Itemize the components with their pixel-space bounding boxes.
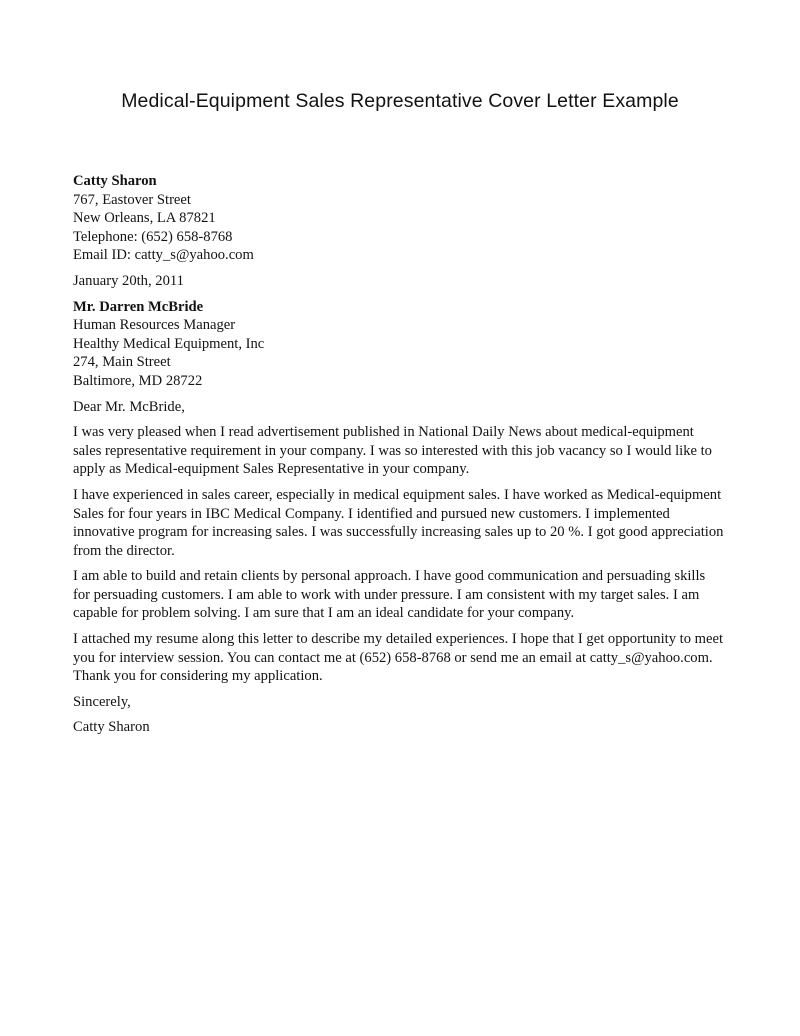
recipient-street: 274, Main Street [73,354,171,371]
letter-date: January 20th, 2011 [73,272,184,289]
sender-address-block [73,172,724,265]
recipient-job-title: Human Resources Manager [73,317,236,334]
recipient-city-state: Baltimore, MD 28722 [73,372,203,389]
recipient-company: Healthy Medical Equipment, Inc [73,335,265,352]
salutation-block [73,398,724,417]
recipient-name: Mr. Darren McBride [73,298,204,315]
salutation: Dear Mr. McBride, [73,398,185,415]
signature-name: Catty Sharon [73,719,150,736]
sender-name: Catty Sharon [73,173,157,189]
spacer-after-sender [73,265,724,272]
sender-street: 767, Eastover Street [73,191,191,208]
body-paragraph-2: I have experienced in sales career, especially in medical equipment sales. I have worked as Medical-equipment Sales for four years in IBC Medical Company. I identified and pursued new customers. I implemented innovative program for increasing sales. I was successfully increasing sales up to 20 %. I got good appreciation from the director. [73,486,724,559]
spacer-after-salutation [73,416,724,423]
sender-email: Email ID: catty_s@yahoo.com [73,247,254,264]
closing-block [73,693,724,712]
spacer-after-date [73,291,724,298]
body-paragraph-1: I was very pleased when I read advertisement published in National Daily News about medical-equipment sales representative requirement in your company. I was so interested with this job vacancy so I would like to apply as Medical-equipment Sales Representative in your company. [73,424,712,478]
body-paragraph-3: I am able to build and retain clients by personal approach. I have good communication and persuading skills for persuading customers. I am able to work with under pressure. I am consistent with my target sales. I am capable for problem solving. I am sure that I am an ideal candidate for your company. [73,568,706,622]
spacer-after-recipient [73,391,724,398]
body-paragraph-4: I attached my resume along this letter to describe my detailed experiences. I hope that I get opportunity to meet you for interview session. You can contact me at (652) 658-8768 or send me an email at catty_s@yahoo.com. Thank you for considering my application. [73,631,724,685]
spacer-before-signature [73,711,724,718]
signature-block [73,718,724,737]
page-title: Medical-Equipment Sales Representative Cover Letter Example [121,90,679,112]
sender-telephone: Telephone: (652) 658-8768 [73,228,233,245]
recipient-address-block [73,298,724,391]
valediction: Sincerely, [73,693,131,710]
spacer-before-closing [73,686,724,693]
sender-city-state: New Orleans, LA 87821 [73,210,216,227]
letter-body [73,172,724,737]
letter-date-block [73,272,724,291]
